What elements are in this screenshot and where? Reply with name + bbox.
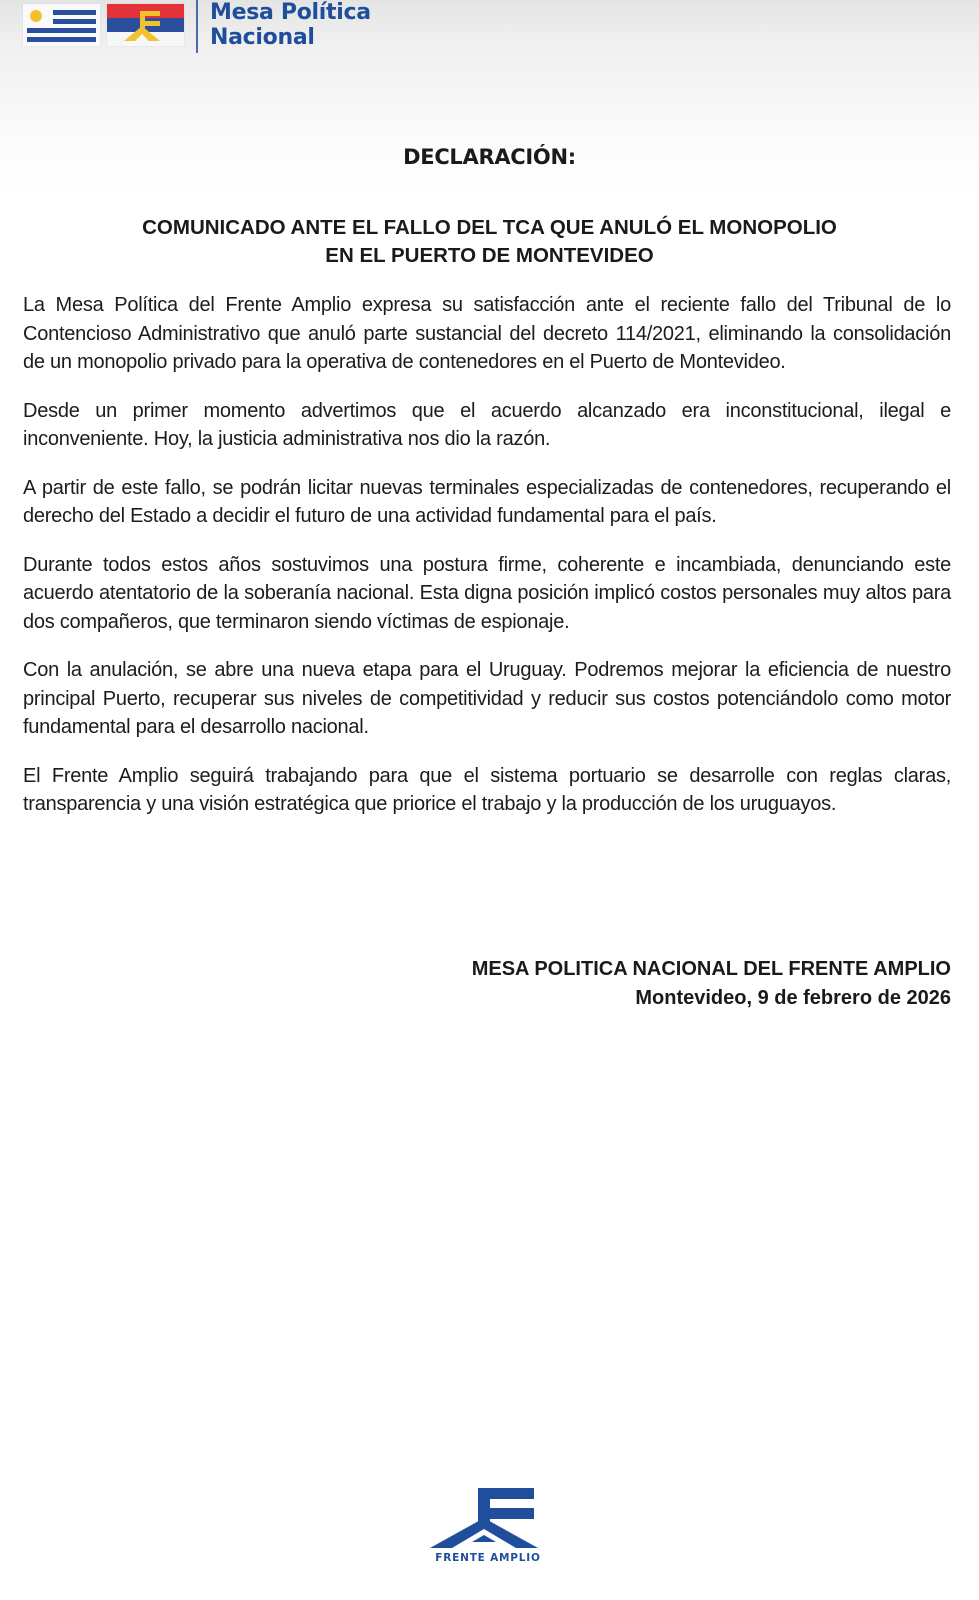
frente-amplio-flag-icon	[107, 4, 184, 46]
paragraph: A partir de este fallo, se podrán licitar nuevas terminales especializadas de contenedores, recuperando el derecho del Estado a decidir el futuro de una actividad fundamental para el país.	[23, 476, 951, 527]
document-body	[23, 291, 951, 839]
paragraph: Desde un primer momento advertimos que el acuerdo alcanzado era inconstitucional, ilegal e inconveniente. Hoy, la justicia administrativa nos dio la razón.	[23, 399, 951, 450]
paragraph: La Mesa Política del Frente Amplio expresa su satisfacción ante el reciente fallo del Tribunal de lo Contencioso Administrativo que anuló parte sustancial del decreto 114/2021, eliminando la consolidación de un monopolio privado para la operativa de contenedores en el Puerto de Montevideo.	[23, 294, 951, 373]
header-divider	[196, 0, 198, 53]
paragraph: El Frente Amplio seguirá trabajando para que el sistema portuario se desarrolle con reglas claras, transparencia y una visión estratégica que priorice el trabajo y la producción de los uruguayos.	[23, 764, 951, 815]
footer-caption: FRENTE AMPLIO	[435, 1552, 541, 1564]
title-line-1: COMUNICADO ANTE EL FALLO DEL TCA QUE ANULÓ EL MONOPOLIO	[142, 216, 837, 239]
uruguay-flag-icon	[23, 4, 100, 46]
sun-of-may-icon	[30, 10, 42, 22]
document-title	[40, 214, 939, 270]
paragraph: Durante todos estos años sostuvimos una postura firme, coherente e incambiada, denunciando este acuerdo atentatorio de la soberanía nacional. Esta digna posición implicó costos personales muy altos para dos compañeros, que terminaron siendo víctimas de espionaje.	[23, 553, 951, 633]
brand-line-2: Nacional	[210, 25, 315, 50]
signature-place-date: Montevideo, 9 de febrero de 2026	[635, 986, 951, 1009]
document-kicker: DECLARACIÓN:	[403, 145, 576, 169]
signature-block	[472, 955, 951, 1012]
frente-amplio-logo-icon	[430, 1488, 546, 1550]
brand-title	[210, 0, 371, 50]
signature-organization: MESA POLITICA NACIONAL DEL FRENTE AMPLIO	[471, 958, 951, 980]
header	[0, 0, 979, 60]
brand-line-1: Mesa Política	[210, 0, 371, 25]
footer-logo	[430, 1488, 550, 1578]
paragraph: Con la anulación, se abre una nueva etapa para el Uruguay. Podremos mejorar la eficiencia de nuestro principal Puerto, recuperar sus niveles de competitividad y reducir sus costos potenciándolo como motor fundamental para el desarrollo nacional.	[23, 659, 951, 738]
title-line-2: EN EL PUERTO DE MONTEVIDEO	[325, 244, 654, 267]
